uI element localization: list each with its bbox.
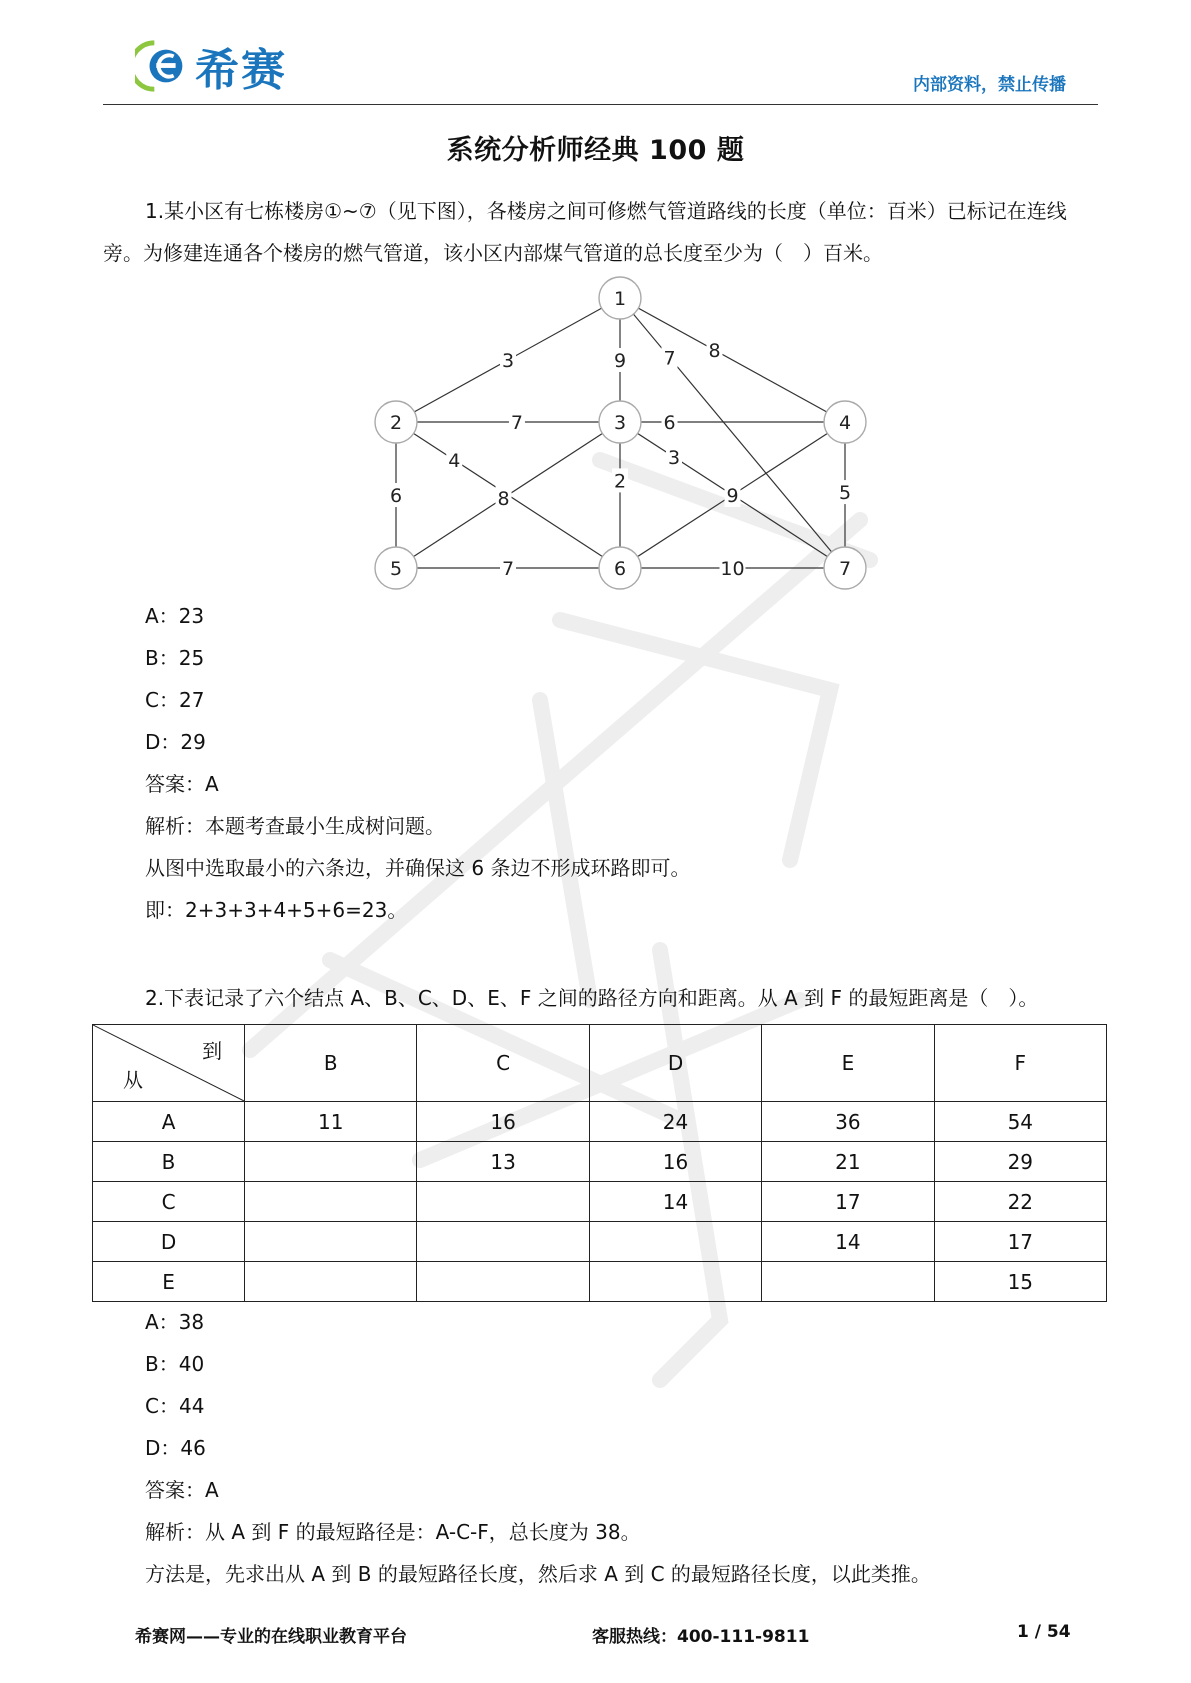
table-cell: 29 bbox=[934, 1142, 1106, 1182]
column-header: F bbox=[934, 1025, 1106, 1102]
q1-stem: 1.某小区有七栋楼房①~⑦（见下图），各楼房之间可修燃气管道路线的长度（单位：百米）已标记在连线旁。为修建连通各个楼房的燃气管道，该小区内部煤气管道的总长度至少为（ ）百米。 bbox=[103, 199, 1067, 265]
q2-option-b: B：40 bbox=[145, 1352, 205, 1376]
column-header: C bbox=[417, 1025, 589, 1102]
q1-analysis-line: 解析：本题考查最小生成树问题。 bbox=[145, 814, 445, 838]
edge-weight-label: 7 bbox=[501, 558, 515, 580]
column-header: E bbox=[762, 1025, 934, 1102]
graph-edge bbox=[620, 298, 845, 422]
footer-hotline: 客服热线：400-111-9811 bbox=[592, 1627, 810, 1647]
edge-weight-label: 9 bbox=[726, 485, 739, 507]
table-cell: 36 bbox=[762, 1102, 934, 1142]
table-cell: 24 bbox=[589, 1102, 761, 1142]
footer-page-number: 1 / 54 bbox=[1017, 1622, 1071, 1642]
column-header: D bbox=[589, 1025, 761, 1102]
confidential-notice: 内部资料，禁止传播 bbox=[913, 75, 1066, 95]
edge-weight-label: 3 bbox=[667, 447, 681, 470]
edge-weight-label: 2 bbox=[613, 470, 627, 493]
table-cell bbox=[417, 1262, 589, 1302]
table-cell: 15 bbox=[934, 1262, 1106, 1302]
table-cell: 13 bbox=[417, 1142, 589, 1182]
q2-option-a: A：38 bbox=[145, 1310, 205, 1334]
edge-weight-label: 7 bbox=[663, 347, 676, 370]
table-cell bbox=[417, 1182, 589, 1222]
edge-weight-label: 7 bbox=[510, 412, 524, 434]
node-label: 3 bbox=[613, 412, 627, 434]
q2-analysis-line: 方法是，先求出从 A 到 B 的最短路径长度，然后求 A 到 C 的最短路径长度，以此类推。 bbox=[145, 1562, 931, 1586]
edge-weight-label: 6 bbox=[389, 485, 403, 507]
corner-from-label: 从 bbox=[123, 1068, 143, 1092]
footer-site: 希赛网——专业的在线职业教育平台 bbox=[135, 1627, 407, 1647]
edge-weight-label: 8 bbox=[497, 487, 510, 510]
q1-option-d: D：29 bbox=[145, 730, 206, 754]
q1-answer: 答案：A bbox=[145, 772, 219, 796]
table-cell bbox=[589, 1222, 761, 1262]
q1-analysis-line: 即：2+3+3+4+5+6=23。 bbox=[145, 898, 408, 922]
table-cell bbox=[245, 1182, 417, 1222]
q2-stem: 2.下表记录了六个结点 A、B、C、D、E、F 之间的路径方向和距离。从 A 到 F 的最短距离是（ ）。 bbox=[145, 986, 1039, 1010]
table-cell: 16 bbox=[589, 1142, 761, 1182]
q1-option-a: A：23 bbox=[145, 604, 205, 628]
table-row bbox=[93, 1142, 1107, 1182]
row-label: E bbox=[93, 1262, 245, 1302]
q2-analysis-line: 解析：从 A 到 F 的最短路径是：A-C-F，总长度为 38。 bbox=[145, 1520, 641, 1544]
table-corner-cell bbox=[93, 1025, 245, 1102]
edge-weight-label: 3 bbox=[501, 350, 515, 372]
q1-option-b: B：25 bbox=[145, 646, 205, 670]
edge-weight-label: 6 bbox=[663, 412, 676, 434]
node-label: 7 bbox=[838, 558, 852, 580]
row-label: B bbox=[93, 1142, 245, 1182]
table-cell bbox=[417, 1222, 589, 1262]
edge-weight-label: 4 bbox=[448, 449, 461, 472]
table-cell bbox=[762, 1262, 934, 1302]
node-label: 2 bbox=[389, 412, 403, 434]
table-cell bbox=[245, 1262, 417, 1302]
node-label: 5 bbox=[389, 558, 403, 580]
table-cell: 14 bbox=[762, 1222, 934, 1262]
node-label: 4 bbox=[838, 412, 852, 434]
row-label: A bbox=[93, 1102, 245, 1142]
edge-weight-label: 9 bbox=[613, 350, 627, 372]
edge-weight-label: 8 bbox=[708, 340, 721, 363]
q1-option-c: C：27 bbox=[145, 688, 205, 712]
corner-to-label: 到 bbox=[202, 1039, 223, 1063]
table-cell bbox=[245, 1142, 417, 1182]
page-title: 系统分析师经典 100 题 bbox=[446, 135, 745, 166]
header-divider bbox=[103, 104, 1098, 105]
table-cell: 14 bbox=[589, 1182, 761, 1222]
graph-edge bbox=[620, 298, 845, 568]
table-cell: 17 bbox=[934, 1222, 1106, 1262]
table-row bbox=[93, 1182, 1107, 1222]
brand-name: 希赛 bbox=[195, 45, 287, 96]
row-label: D bbox=[93, 1222, 245, 1262]
distance-table bbox=[92, 1024, 1107, 1302]
table-cell: 22 bbox=[934, 1182, 1106, 1222]
table-row bbox=[93, 1102, 1107, 1142]
node-label: 6 bbox=[613, 558, 627, 580]
q2-option-c: C：44 bbox=[145, 1394, 205, 1418]
node-label: 1 bbox=[613, 288, 627, 310]
q1-analysis-line: 从图中选取最小的六条边，并确保这 6 条边不形成环路即可。 bbox=[145, 856, 691, 880]
table-cell: 21 bbox=[762, 1142, 934, 1182]
table-cell bbox=[589, 1262, 761, 1302]
e-logo-icon bbox=[135, 37, 193, 95]
row-label: C bbox=[93, 1182, 245, 1222]
table-row bbox=[93, 1262, 1107, 1302]
edge-weight-label: 10 bbox=[720, 558, 745, 580]
edge-weight-label: 5 bbox=[838, 482, 852, 505]
q2-option-d: D：46 bbox=[145, 1436, 206, 1460]
table-row bbox=[93, 1222, 1107, 1262]
table-cell: 54 bbox=[934, 1102, 1106, 1142]
brand-logo bbox=[135, 36, 287, 96]
table-cell: 11 bbox=[245, 1102, 417, 1142]
q1-graph bbox=[360, 270, 880, 600]
table-header-row bbox=[93, 1025, 1107, 1102]
column-header: B bbox=[245, 1025, 417, 1102]
table-cell: 17 bbox=[762, 1182, 934, 1222]
table-cell bbox=[245, 1222, 417, 1262]
table-cell: 16 bbox=[417, 1102, 589, 1142]
q2-answer: 答案：A bbox=[145, 1478, 219, 1502]
